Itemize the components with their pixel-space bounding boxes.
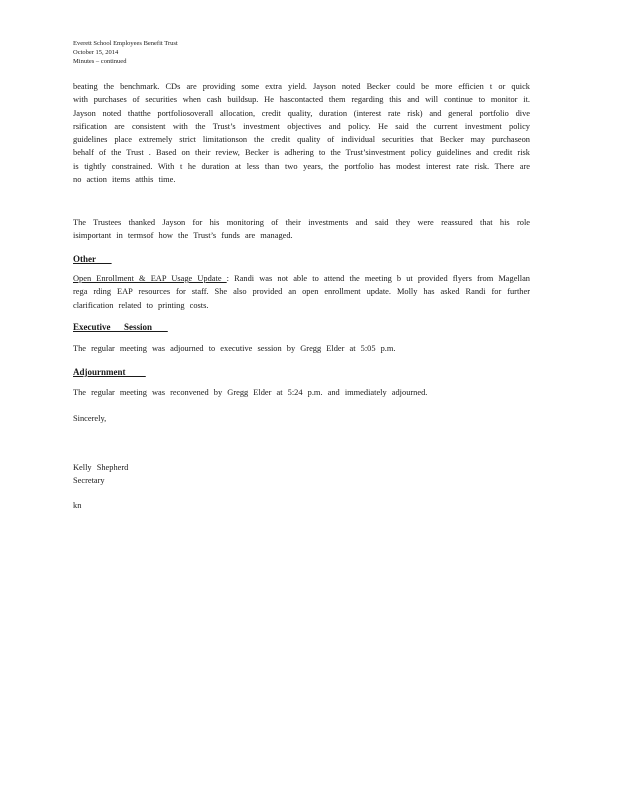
open-enrollment-label: Open Enrollment & EAP Usage Update <box>73 274 227 283</box>
paragraph-trustees: The Trustees thanked Jayson for his monitoring of their investments and said they were reassured that his role isimportant in termsof how the Trust’s funds are managed. <box>73 218 530 241</box>
section-heading-other: Other <box>73 254 112 264</box>
header-minutes-label: Minutes – continued <box>73 58 127 65</box>
header-date: October 15, 2014 <box>73 49 119 56</box>
section-heading-adjournment: Adjournment <box>73 367 146 377</box>
closing-salutation: Sincerely, <box>73 414 107 423</box>
paragraph-executive-session: The regular meeting was adjourned to executive session by Gregg Elder at 5:05 p.m. <box>73 344 396 353</box>
signature-block <box>73 461 530 488</box>
signer-title: Secretary <box>73 476 105 486</box>
signer-name: Kelly Shepherd <box>73 463 129 472</box>
paragraph-open-enrollment <box>73 272 530 312</box>
header-organization: Everett School Employees Benefit Trust <box>73 40 178 47</box>
typist-initials: kn <box>73 501 82 510</box>
open-enrollment-text: : Randi was not able to attend the meeting b ut provided flyers from Magellan rega rding EAP resources for staff. She also provided an open enrollment update. Molly has asked Randi for further clarification related to printing costs. <box>73 274 530 310</box>
paragraph-adjournment: The regular meeting was reconvened by Gregg Elder at 5:24 p.m. and immediately adjourned. <box>73 388 428 397</box>
document-header <box>73 39 178 66</box>
section-heading-executive-session: Executive Session <box>73 322 168 332</box>
paragraph-benchmark: beating the benchmark. CDs are providing some extra yield. Jayson noted Becker could be more efficien t or quick with purchases of securities when cash buildsup. He hascontacted them regarding this and will continue to monitor it. Jayson noted thatthe portfoliosoverall allocation, credit quality, duration (interest rate risk) and general portfolio dive rsification are consistent with the Trust’s investment objectives and policy. He said the current investment policy guidelines place extremely strict limitationson the credit quality of individual securities that Becker may purchaseon behalf of the Trust . Based on their review, Becker is adhering to the Trust’sinvestment policy guidelines and credit risk is tightly constrained. With t he duration at less than two years, the portfolio has modest interest rate risk. There are no action items atthis time. <box>73 82 530 185</box>
